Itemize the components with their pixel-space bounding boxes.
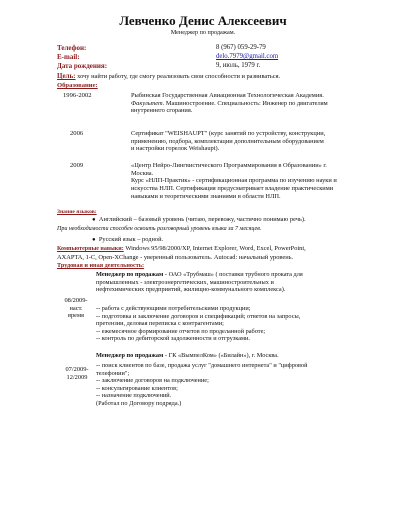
job-title: Менеджер по продажам [96,271,164,278]
dob-value: 9, июль, 1979 г. [216,62,261,69]
edu-line: искусства НЛП. Сертификация предусматривает владение практическими [131,185,334,193]
job-company-line: нефтехимических предприятий, жилищно-коммунального комплекса). [96,286,286,294]
job-entry [96,352,401,360]
email-row [57,53,80,62]
faculty-text: Машиностроение. Специальность: Инженер по двигателям [164,99,328,107]
edu-line: навыками и теоретическими знаниями в области НЛП. [131,192,281,200]
candidate-name: Левченко Денис Алексеевич [119,13,287,28]
job-period-line: время [67,312,85,320]
duty-line: -- ежемесячное формирование отчетов по проделанной работе; [96,327,266,335]
goal-text: хочу найти работу, где смогу реализовать свои способности и развиваться. [75,73,281,80]
duty-line: телефонии"; [96,369,130,377]
work-heading: Трудовая и иная деятельность: [57,262,145,269]
computer-skills-line [57,245,306,253]
job-title-line [96,352,401,360]
job-entry [96,271,401,294]
education-heading: Образование: [57,82,98,89]
edu-entry [131,92,401,115]
dob-row [57,62,107,71]
edu-line: Москва. [131,169,154,177]
job-title-line [96,271,401,279]
phone-label: Телефон: [57,44,87,52]
job-period-line: 08/2009- [64,297,88,304]
computer-skills-text: Windows 95/98/2000/XP, Internet Explorer, Word, Excel, PowerPoint, [123,245,306,252]
edu-line: применению, подбора, комплектации дополнительным оборудованием [131,137,324,145]
job-period-line: 07/2009- [65,366,89,373]
job-period-line: наст. [69,304,83,312]
job-period-line: 12/2009 [66,373,88,381]
faculty-label: Факультет. [131,99,165,107]
edu-year: 1996-2002 [63,92,92,99]
job-duties [96,305,401,343]
languages-heading: Знание языков: [57,209,97,215]
duty-line: -- консультирование клиентов; [96,384,178,392]
language-item [92,216,306,224]
job-period [58,297,94,320]
edu-line: и настройки горелок Weishaupt). [131,145,220,153]
job-company: - ГК «ВымпелКом» («Билайн»), г. Москва. [163,352,279,359]
dob-label: Дата рождения: [57,62,108,70]
goal-row [57,72,280,81]
russian-level: Русский язык – родной. [98,236,164,243]
edu-year: 2009 [70,162,84,169]
computer-heading: Компьютерные навыки: [57,246,124,252]
bullet-icon: ● [92,237,96,243]
email-link[interactable]: delo.7979@gmail.com [216,53,279,60]
email-label: E-mail: [57,53,80,61]
job-company-line: промышленных - электроэнергетических, машиностроительных и [96,278,274,286]
duty-line: -- поиск клиентов по базе, продажа услуг "домашнего интернета" и "цифровой [96,362,308,369]
edu-line: Рыбинская Государственная Авиационная Технологическая Академия. [131,92,324,99]
bullet-icon: ● [92,217,96,223]
desired-position: Менеджер по продажам. [170,29,236,36]
edu-line [131,100,401,108]
edu-line: Курс «НЛП-Практик» - сертификационная программа по изучению науки и [131,177,337,185]
goal-label: Цель: [57,72,76,80]
duty-line: -- подготовка и заключение договоров и спецификаций; ответов на запросы, [96,312,301,320]
phone-value: 8 (967) 059-29-79 [216,44,266,51]
edu-line: внутреннего сгорания. [131,107,193,115]
duty-line: -- заключение договоров на подключение; [96,377,209,385]
edu-line: «Центр Нейро-Лингвистического Программирования в Образовании» г. [131,162,327,169]
job-period [56,366,98,381]
language-note: При необходимости способен освоить разговорный уровень языка за 7 месяцев. [57,226,262,232]
duty-line: -- работа с действующими потребительскими продукции; [96,305,251,312]
edu-year: 2006 [70,130,84,137]
job-company: - ОАО «Трубмаш» ( поставки трубного проката для [163,271,303,278]
duty-line: претензии, деловая переписка с контрагентами; [96,320,224,328]
computer-skills-line: AXAPTA, 1-C, Open-XChange - уверенный пользователь. Autocad: начальный уровень. [57,254,294,261]
english-level: Английский – базовый уровень (читаю, перевожу, частично понимаю речь). [98,216,306,223]
edu-entry [131,130,401,153]
language-item [92,236,163,244]
duty-line: -- назначение подключений. [96,392,172,400]
job-duties [96,362,401,407]
duty-line: (Работал по Договору подряда.) [96,399,182,407]
duty-line: -- контроль по дебиторской задолженности и отгрузками. [96,335,250,343]
edu-entry [131,162,401,200]
phone-row [57,44,86,53]
job-title: Менеджер по продажам [96,352,164,359]
edu-line: Сертификат "WEISHAUPT" (курс занятий по устройству, конструкции, [131,130,326,137]
